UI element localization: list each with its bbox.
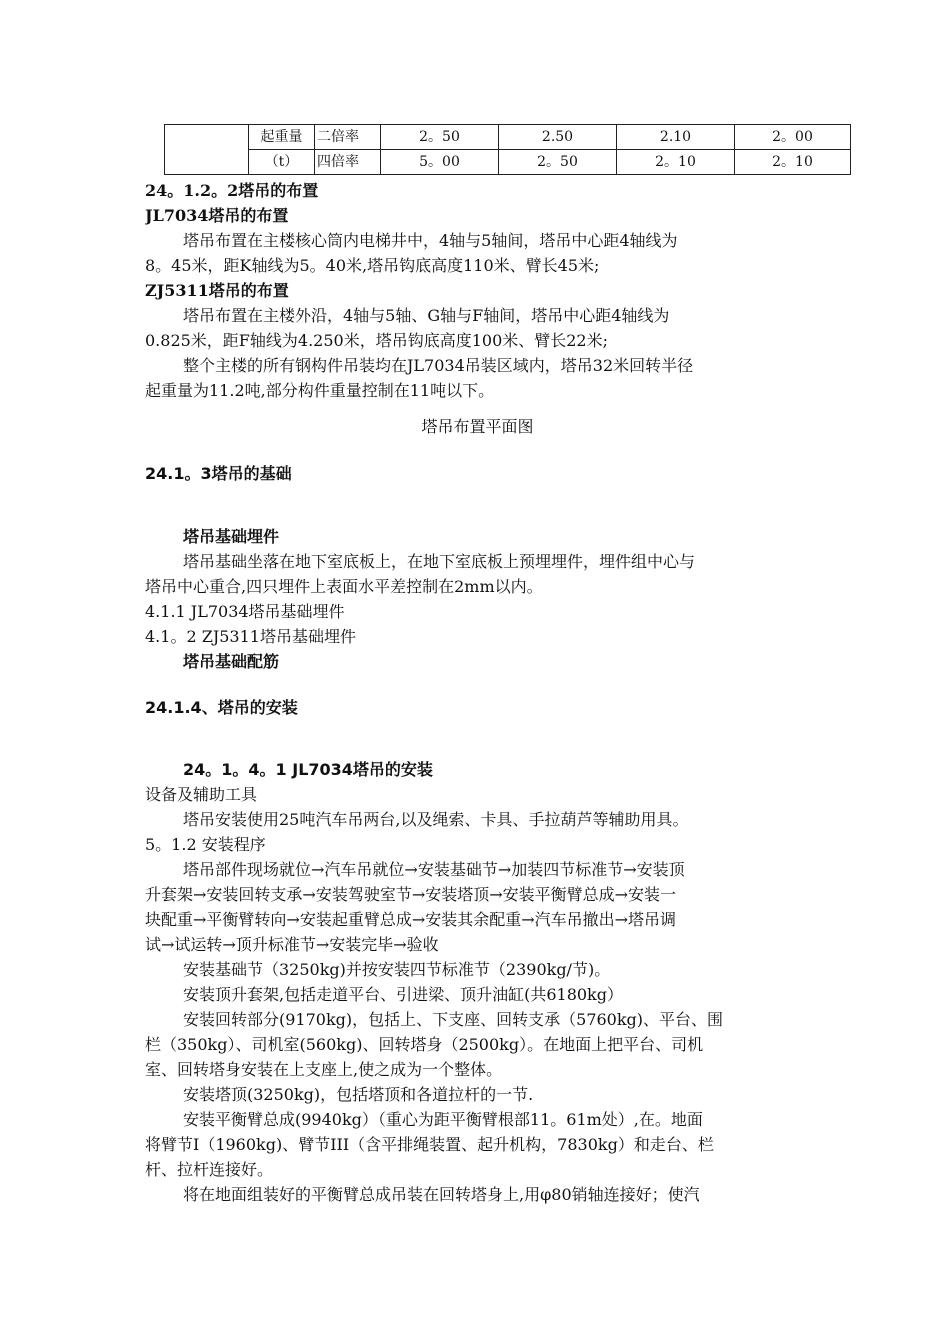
table-cell-value: 2。50 — [499, 150, 617, 175]
paragraph-line: 室、回转塔身安装在上支座上,使之成为一个整体。 — [145, 1060, 503, 1079]
paragraph-line: 起重量为11.2吨,部分构件重量控制在11吨以下。 — [145, 381, 495, 400]
subsection-heading: 24。1。4。1 JL7034塔吊的安装 — [183, 760, 433, 779]
paragraph-line: 升套架→安装回转支承→安装驾驶室节→安装塔顶→安装平衡臂总成→安装一 — [145, 885, 677, 904]
table-row — [165, 150, 851, 175]
list-item: 4.1.1 JL7034塔吊基础埋件 — [145, 602, 345, 621]
section-heading: 24.1。3塔吊的基础 — [145, 464, 292, 483]
paragraph-line: 块配重→平衡臂转向→安装起重臂总成→安装其余配重→汽车吊撤出→塔吊调 — [145, 910, 677, 929]
paragraph-line: 塔吊中心重合,四只埋件上表面水平差控制在2mm以内。 — [145, 577, 543, 596]
subsection-heading: 塔吊基础配筋 — [183, 652, 280, 671]
table-cell-value: 5。00 — [381, 150, 499, 175]
list-item: 4.1。2 ZJ5311塔吊基础埋件 — [145, 627, 356, 646]
section-heading: 24。1.2。2塔吊的布置 — [145, 181, 319, 200]
table-cell-value: 2.10 — [617, 125, 735, 150]
figure-caption: 塔吊布置平面图 — [421, 417, 534, 436]
paragraph-line: 将臂节I（1960kg)、臂节III（含平排绳装置、起升机构，7830kg）和走台、栏 — [145, 1135, 714, 1154]
paragraph-line: 安装塔顶(3250kg)，包括塔顶和各道拉杆的一节. — [183, 1085, 534, 1104]
paragraph-line: 试→试运转→顶升标准节→安装完毕→验收 — [145, 935, 439, 954]
paragraph-line: 杆、拉杆连接好。 — [145, 1160, 274, 1179]
table-row — [165, 125, 851, 150]
paragraph-line: 塔吊布置在主楼核心筒内电梯井中，4轴与5轴间，塔吊中心距4轴线为 — [183, 231, 678, 250]
table-cell-empty — [165, 125, 249, 175]
table-cell-value: 2。50 — [381, 125, 499, 150]
table-cell-rate: 四倍率 — [315, 150, 381, 175]
paragraph-line: 将在地面组装好的平衡臂总成吊装在回转塔身上,用φ80销轴连接好；使汽 — [183, 1185, 700, 1204]
paragraph-line: 栏（350kg）、司机室(560kg)、回转塔身（2500kg）。在地面上把平台、司机 — [145, 1035, 704, 1054]
section-heading: 24.1.4、塔吊的安装 — [145, 698, 298, 717]
table-cell-label: （t） — [249, 150, 315, 175]
paragraph-line: 整个主楼的所有钢构件吊装均在JL7034吊装区域内，塔吊32米回转半径 — [183, 356, 694, 375]
table-cell-value: 2。10 — [617, 150, 735, 175]
table-cell-label: 起重量 — [249, 125, 315, 150]
paragraph-line: 安装顶升套架,包括走道平台、引进梁、顶升油缸(共6180kg） — [183, 985, 623, 1004]
subsection-heading: ZJ5311塔吊的布置 — [145, 281, 289, 300]
lifting-capacity-table — [164, 124, 851, 175]
paragraph-line: 安装回转部分(9170kg)，包括上、下支座、回转支承（5760kg)、平台、围 — [183, 1010, 724, 1029]
subsection-heading: JL7034塔吊的布置 — [145, 206, 289, 225]
subsection-heading: 塔吊基础埋件 — [183, 527, 280, 546]
paragraph-line: 8。45米，距K轴线为5。40米,塔吊钩底高度110米、臂长45米; — [145, 256, 600, 275]
paragraph-line: 塔吊安装使用25吨汽车吊两台,以及绳索、卡具、手拉葫芦等辅助用具。 — [183, 810, 689, 829]
paragraph-line: 塔吊基础坐落在地下室底板上，在地下室底板上预埋埋件，埋件组中心与 — [183, 552, 696, 571]
paragraph-line: 塔吊布置在主楼外沿，4轴与5轴、G轴与F轴间，塔吊中心距4轴线为 — [183, 306, 670, 325]
table-cell-value: 2.50 — [499, 125, 617, 150]
paragraph-line: 0.825米，距F轴线为4.250米，塔吊钩底高度100米、臂长22米; — [145, 331, 609, 350]
table-cell-value: 2。00 — [735, 125, 851, 150]
paragraph-line: 安装平衡臂总成(9940kg）（重心为距平衡臂根部11。61m处）,在。地面 — [183, 1110, 703, 1129]
table-cell-value: 2。10 — [735, 150, 851, 175]
paragraph-line: 塔吊部件现场就位→汽车吊就位→安装基础节→加装四节标准节→安装顶 — [183, 860, 685, 879]
table-cell-rate: 二倍率 — [315, 125, 381, 150]
paragraph-line: 安装基础节（3250kg)并按安装四节标准节（2390kg/节)。 — [183, 960, 611, 979]
paragraph-line: 设备及辅助工具 — [145, 785, 258, 804]
list-item: 5。1.2 安装程序 — [145, 835, 266, 854]
